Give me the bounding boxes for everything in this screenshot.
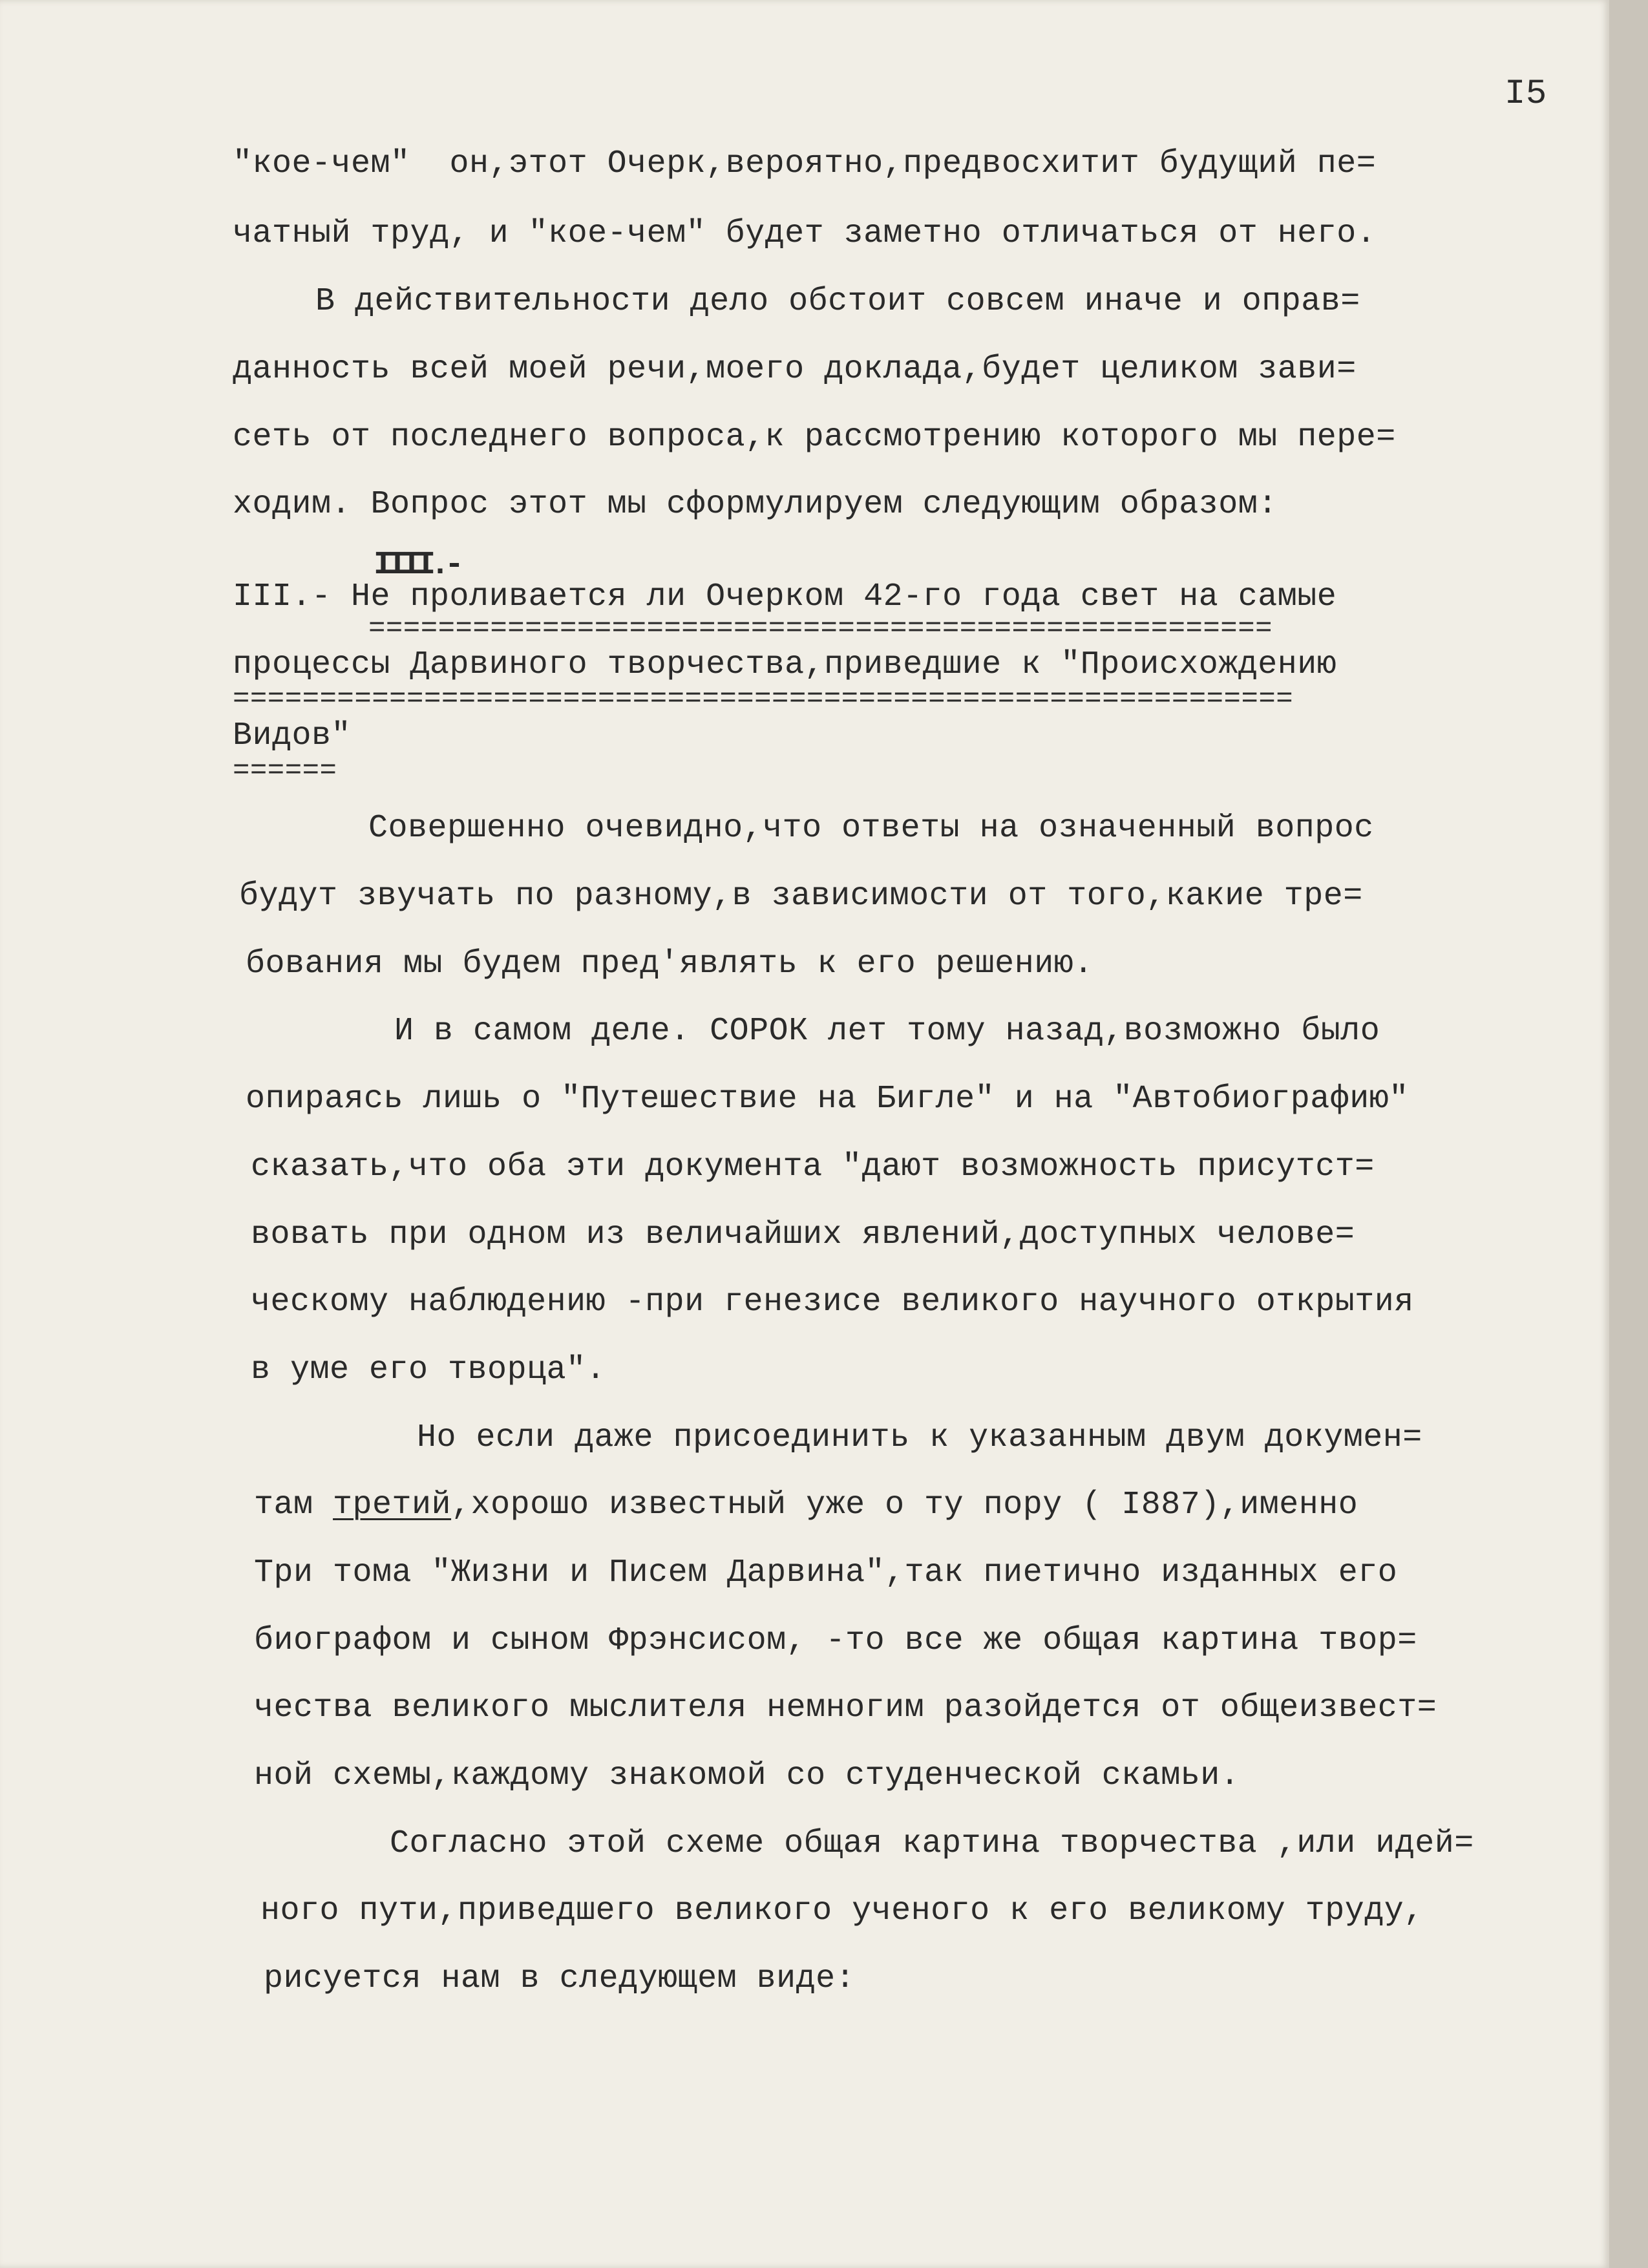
double-underline-1: ==================================================== <box>368 613 1273 645</box>
question-heading-line-3: Видов" <box>233 717 352 754</box>
text-line-13: И в самом деле. СОРОК лет тому назад,возможно было <box>394 1013 1380 1050</box>
text-line-19: Но если даже присоединить к указанным двум докумен= <box>417 1419 1422 1456</box>
text-line-24: ной схемы,каждому знакомой со студенческой скамьи. <box>254 1757 1240 1794</box>
text-line-1: "кое-чем" он,этот Очерк,вероятно,предвосхитит будущий пе= <box>233 145 1377 182</box>
question-heading-line-1: III.- Не проливается ли Очерком 42-го года свет на самые <box>233 578 1337 615</box>
text-line-2: чатный труд, и "кое-чем" будет заметно отличаться от него. <box>233 215 1377 252</box>
text-line-25: Согласно этой схеме общая картина творчества ,или идей= <box>390 1825 1474 1862</box>
text-line-20-start: там <box>254 1487 333 1523</box>
question-heading-line-2: процессы Дарвиного творчества,приведшие к "Происхождению <box>233 646 1337 683</box>
text-line-4: данность всей моей речи,моего доклада,будет целиком зави= <box>233 351 1357 388</box>
text-line-6: ходим. Вопрос этот мы сформулируем следующим образом: <box>233 486 1278 523</box>
text-line-15: сказать,что оба эти документа "дают возможность присутст= <box>251 1149 1375 1185</box>
text-line-16: вовать при одном из величайших явлений,доступных челове= <box>251 1216 1355 1253</box>
struck-out-heading: IIII.- <box>374 547 460 584</box>
text-line-12: бования мы будем пред'являть к его решению. <box>246 946 1093 982</box>
text-line-10: Совершенно очевидно,что ответы на означенный вопрос <box>368 810 1374 847</box>
text-line-5: сеть от последнего вопроса,к рассмотрению которого мы пере= <box>233 419 1396 456</box>
text-line-14: опираясь лишь о "Путешествие на Бигле" и на "Автобиографию" <box>246 1081 1409 1118</box>
text-line-23: чества великого мыслителя немногим разойдется от общеизвест= <box>254 1690 1437 1726</box>
text-line-20-end: ,хорошо известный уже о ту пору ( I887),именно <box>451 1487 1358 1523</box>
text-line-18: в уме его творца". <box>251 1351 606 1388</box>
text-line-17: ческому наблюдению -при генезисе великого научного открытия <box>251 1284 1414 1320</box>
double-underline-2: ============================================================= <box>233 683 1294 715</box>
text-line-21: Три тома "Жизни и Писем Дарвина",так пиетично изданных его <box>254 1554 1398 1591</box>
paper-edge <box>1609 0 1648 2268</box>
text-line-11: будут звучать по разному,в зависимости от того,какие тре= <box>239 878 1363 915</box>
text-line-22: биографом и сыном Фрэнсисом, -то все же общая картина твор= <box>254 1622 1417 1659</box>
underlined-word: третий <box>333 1487 452 1523</box>
text-line-27: рисуется нам в следующем виде: <box>264 1960 856 1997</box>
double-underline-3: ====== <box>233 755 337 787</box>
text-line-3: В действительности дело обстоит совсем иначе и оправ= <box>315 283 1360 320</box>
page-number: I5 <box>1505 74 1547 114</box>
text-line-26: ного пути,приведшего великого ученого к его великому труду, <box>260 1892 1424 1929</box>
text-line-20 <box>254 1487 1358 1523</box>
